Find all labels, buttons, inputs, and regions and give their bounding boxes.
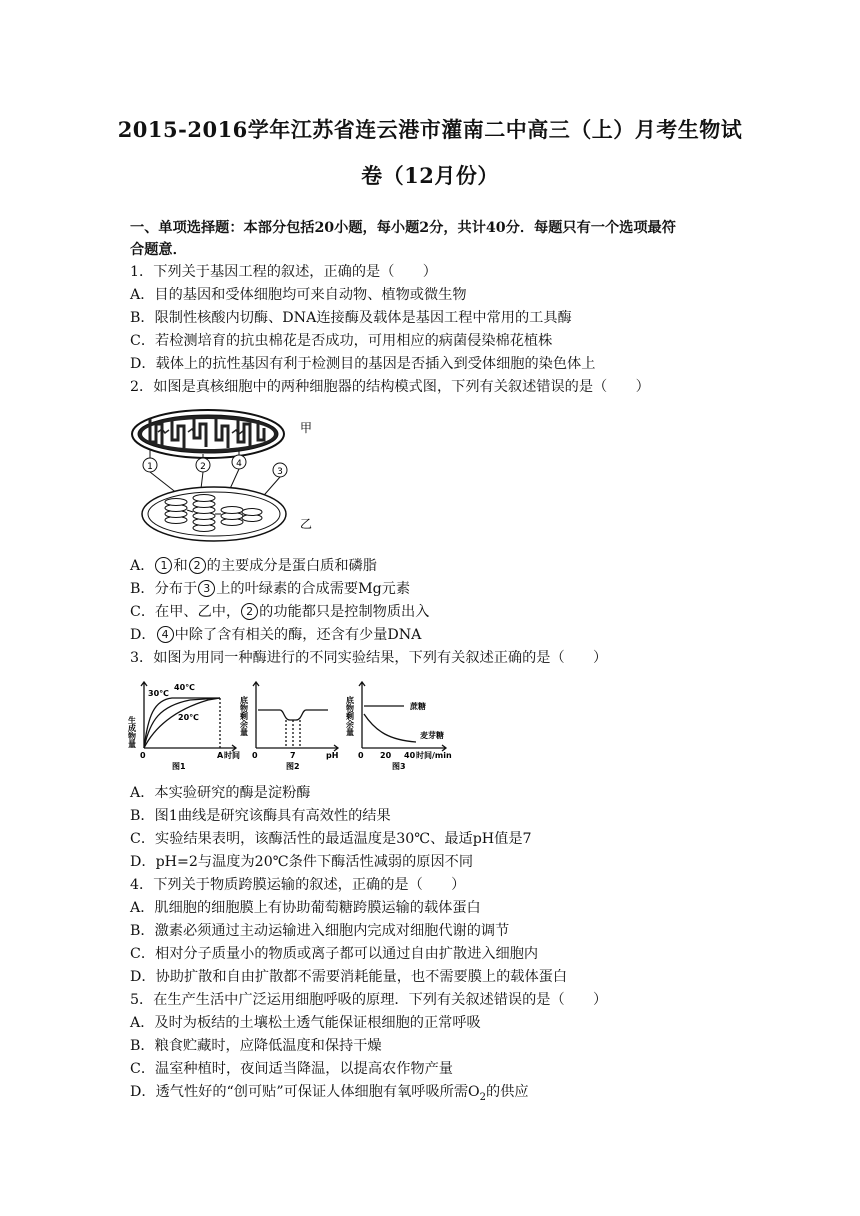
circled-number: 2 bbox=[189, 557, 206, 574]
q1-option-a: A．目的基因和受体细胞均可来自动物、植物或微生物 bbox=[130, 287, 467, 303]
fig1-xlabel: 时间 bbox=[224, 751, 240, 760]
fig3-tick-40: 40 bbox=[404, 751, 416, 760]
fig3-ylabel: 底物剩余量 bbox=[345, 696, 355, 736]
fig1-curve-40: 40℃ bbox=[174, 683, 195, 692]
fig3-tick-20: 20 bbox=[380, 751, 392, 760]
fig-mark-1 bbox=[143, 450, 178, 494]
curve-ph bbox=[258, 710, 328, 720]
q5-option-b: B．粮食贮藏时，应降低温度和保持干燥 bbox=[130, 1038, 382, 1054]
q3-option-a: A．本实验研究的酶是淀粉酶 bbox=[130, 785, 311, 801]
q2-option-d: D． 4 中除了含有相关的酶，还含有少量DNA bbox=[130, 627, 422, 643]
enzyme-experiment-figures bbox=[128, 676, 458, 772]
figure-3 bbox=[359, 682, 446, 751]
fig1-ylabel: 生成物量 bbox=[128, 716, 137, 748]
q4-option-a: A．肌细胞的细胞膜上有协助葡萄糖跨膜运输的载体蛋白 bbox=[130, 900, 481, 916]
section-heading-cont: 合题意． bbox=[130, 242, 187, 258]
q5-option-c: C．温室种植时，夜间适当降温，以提高农作物产量 bbox=[130, 1061, 453, 1077]
circled-number: 4 bbox=[157, 626, 174, 643]
svg-text:1: 1 bbox=[147, 462, 153, 472]
fig2-ylabel: 底物剩余量 bbox=[239, 696, 249, 736]
q1-option-d: D．载体上的抗性基因有利于检测目的基因是否插入到受体细胞的染色体上 bbox=[130, 356, 596, 372]
fig1-mark-a: A bbox=[217, 751, 224, 760]
q4-option-c: C．相对分子质量小的物质或离子都可以通过自由扩散进入细胞内 bbox=[130, 946, 539, 962]
mitochondrion-diagram bbox=[132, 410, 284, 458]
svg-text:2: 2 bbox=[200, 462, 206, 472]
fig3-series-maltose: 麦芽糖 bbox=[420, 731, 444, 740]
q1-option-b: B．限制性核酸内切酶、DNA连接酶及载体是基因工程中常用的工具酶 bbox=[130, 310, 572, 326]
section-heading: 一、单项选择题：本部分包括20小题，每小题2分，共计40分．每题只有一个选项最符 bbox=[130, 220, 676, 236]
q4-option-b: B．激素必须通过主动运输进入细胞内完成对细胞代谢的调节 bbox=[130, 923, 510, 939]
curve-20c bbox=[144, 698, 220, 748]
figure-2 bbox=[253, 682, 338, 751]
q4-stem: 4．下列关于物质跨膜运输的叙述，正确的是（ ） bbox=[130, 877, 466, 893]
q3-option-b: B．图1曲线是研究该酶具有高效性的结果 bbox=[130, 808, 391, 824]
q3-option-d: D．pH=2与温度为20℃条件下酶活性减弱的原因不同 bbox=[130, 854, 474, 870]
fig3-xlabel: 时间/min bbox=[416, 751, 452, 760]
exam-title-line1: 2015-2016学年江苏省连云港市灌南二中高三（上）月考生物试 bbox=[117, 117, 743, 142]
fig2-caption: 图2 bbox=[286, 762, 300, 771]
svg-text:3: 3 bbox=[277, 467, 283, 477]
fig1-origin: 0 bbox=[140, 751, 146, 760]
circled-number: 1 bbox=[155, 557, 172, 574]
q1-option-c: C．若检测培育的抗虫棉花是否成功，可用相应的病菌侵染棉花植株 bbox=[130, 333, 553, 349]
fig3-origin: 0 bbox=[358, 751, 364, 760]
fig2-tick-7: 7 bbox=[290, 751, 296, 760]
fig-label-jia: 甲 bbox=[300, 421, 313, 435]
curve-30c bbox=[144, 698, 220, 748]
fig1-caption: 图1 bbox=[172, 762, 186, 771]
q2-option-a: A． 1 和 2 的主要成分是蛋白质和磷脂 bbox=[130, 558, 377, 574]
fig3-series-sucrose: 蔗糖 bbox=[410, 702, 426, 711]
q2-stem: 2．如图是真核细胞中的两种细胞器的结构模式图，下列有关叙述错误的是（ ） bbox=[130, 379, 650, 395]
fig1-curve-30: 30℃ bbox=[148, 689, 169, 698]
fig-label-yi: 乙 bbox=[300, 517, 313, 531]
curve-maltose bbox=[364, 714, 416, 742]
fig2-origin: 0 bbox=[252, 751, 258, 760]
chloroplast-diagram bbox=[142, 487, 286, 541]
q1-stem: 1．下列关于基因工程的叙述，正确的是（ ） bbox=[130, 264, 437, 280]
q4-option-d: D．协助扩散和自由扩散都不需要消耗能量，也不需要膜上的载体蛋白 bbox=[130, 969, 568, 985]
q2-option-b: B．分布于 3 上的叶绿素的合成需要Mg元素 bbox=[130, 581, 411, 597]
exam-title-line2: 卷（12月份） bbox=[361, 163, 499, 188]
q3-option-c: C．实验结果表明，该酶活性的最适温度是30℃、最适pH值是7 bbox=[130, 831, 532, 847]
fig1-curve-20: 20℃ bbox=[178, 713, 199, 722]
circled-number: 3 bbox=[198, 580, 215, 597]
circled-number: 2 bbox=[241, 603, 258, 620]
svg-text:4: 4 bbox=[236, 459, 242, 469]
q5-stem: 5．在生产生活中广泛运用细胞呼吸的原理．下列有关叙述错误的是（ ） bbox=[130, 992, 608, 1008]
organelle-figure bbox=[128, 402, 323, 547]
q5-option-d: D．透气性好的“创可贴”可保证人体细胞有氧呼吸所需$O_2$的供应 bbox=[130, 1084, 529, 1103]
fig2-xlabel: pH bbox=[326, 751, 339, 760]
fig3-caption: 图3 bbox=[392, 762, 406, 771]
curve-40c bbox=[144, 698, 220, 748]
q3-stem: 3．如图为用同一种酶进行的不同实验结果，下列有关叙述正确的是（ ） bbox=[130, 650, 608, 666]
q2-option-c: C．在甲、乙中， 2 的功能都只是控制物质出入 bbox=[130, 604, 430, 620]
q5-option-a: A．及时为板结的土壤松土透气能保证根细胞的正常呼吸 bbox=[130, 1015, 481, 1031]
